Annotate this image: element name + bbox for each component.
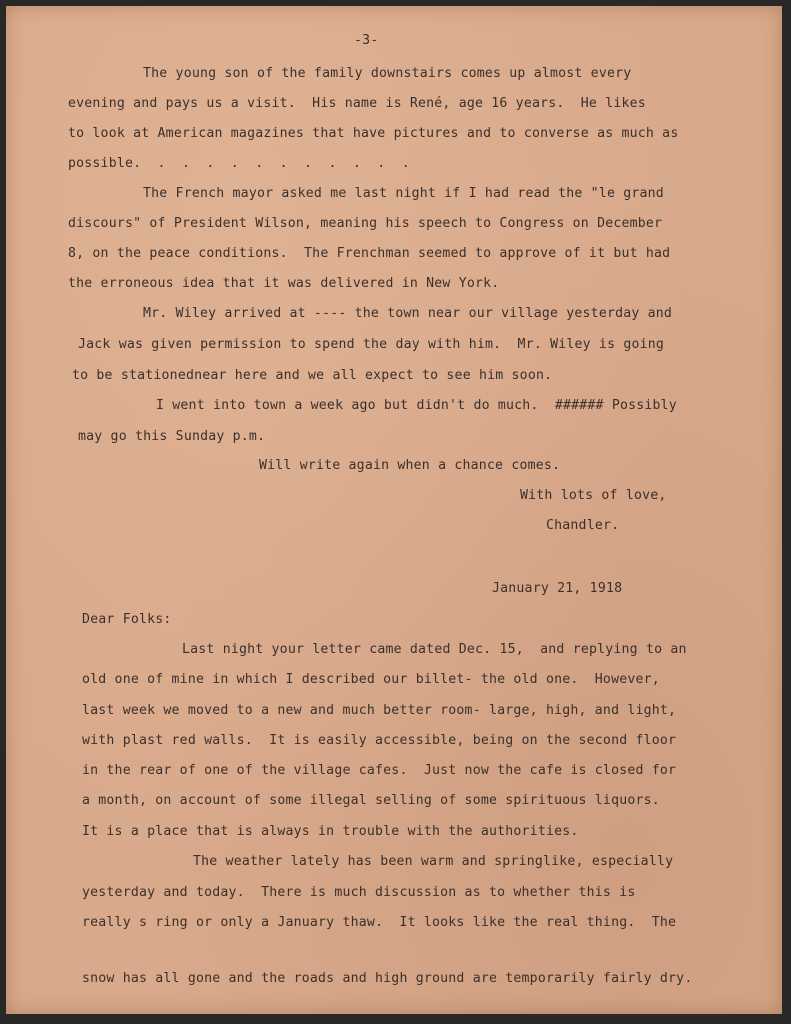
text-line: Jack was given permission to spend the day with him. Mr. Wiley is going	[78, 337, 665, 352]
text-line: discours" of President Wilson, meaning his speech to Congress on December	[68, 216, 663, 231]
text-line: last week we moved to a new and much better room- large, high, and light,	[82, 703, 677, 718]
text-line: in the rear of one of the village cafes. Just now the cafe is closed for	[82, 763, 677, 778]
text-line: I went into town a week ago but didn't do much. ###### Possibly	[156, 398, 677, 413]
text-line: snow has all gone and the roads and high ground are temporarily fairly dry.	[82, 971, 693, 986]
text-line: It is a place that is always in trouble with the authorities.	[82, 824, 579, 839]
text-line: The young son of the family downstairs comes up almost every	[143, 66, 632, 81]
text-line: evening and pays us a visit. His name is René, age 16 years. He likes	[68, 96, 646, 111]
text-line: 8, on the peace conditions. The Frenchman seemed to approve of it but had	[68, 246, 671, 261]
text-line: Last night your letter came dated Dec. 15, and replying to an	[182, 642, 687, 657]
letter-page	[6, 6, 782, 1014]
text-line: With lots of love,	[520, 488, 667, 503]
text-line: possible. . . . . . . . . . . .	[68, 156, 410, 171]
text-line: the erroneous idea that it was delivered in New York.	[68, 276, 500, 291]
text-line: with plast red walls. It is easily accessible, being on the second floor	[82, 733, 677, 748]
text-line: The weather lately has been warm and springlike, especially	[193, 854, 674, 869]
text-line: really s ring or only a January thaw. It looks like the real thing. The	[82, 915, 677, 930]
text-line: yesterday and today. There is much discussion as to whether this is	[82, 885, 636, 900]
text-line: to look at American magazines that have pictures and to converse as much as	[68, 126, 679, 141]
signature-line: Chandler.	[546, 518, 620, 533]
page-number: -3-	[354, 33, 379, 48]
text-line: may go this Sunday p.m.	[78, 429, 266, 444]
letter-date: January 21, 1918	[492, 581, 623, 596]
text-line: Mr. Wiley arrived at ---- the town near our village yesterday and	[143, 306, 673, 321]
text-line: to be stationednear here and we all expect to see him soon.	[72, 368, 553, 383]
text-line: a month, on account of some illegal selling of some spirituous liquors.	[82, 793, 660, 808]
salutation: Dear Folks:	[82, 612, 172, 627]
text-line: The French mayor asked me last night if I had read the "le grand	[143, 186, 664, 201]
text-line: Will write again when a chance comes.	[259, 458, 561, 473]
text-line: old one of mine in which I described our billet- the old one. However,	[82, 672, 660, 687]
